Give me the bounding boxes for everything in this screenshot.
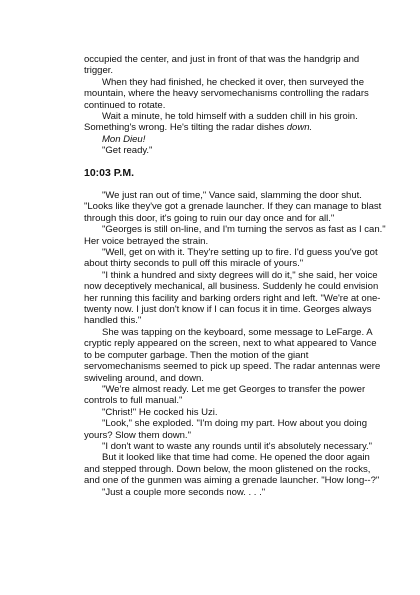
- paragraph: [84, 190, 386, 224]
- paragraph-text: "Georges is still on-line, and I'm turning the servos as fast as I can." Her voice betrayed the strain.: [84, 224, 386, 247]
- paragraph: [84, 452, 386, 486]
- paragraph-text: But it looked like that time had come. He opened the door again and stepped through. Down below, the moon glistened on the rocks, and one of the gunmen was aiming a grenade launcher. "How long--?": [84, 452, 380, 487]
- italic-text: down.: [286, 122, 313, 134]
- top-text-block: [84, 54, 386, 157]
- paragraph-text: "We just ran out of time," Vance said, slamming the door shut. "Looks like they've got a grenade launcher. If they can manage to blast through this door, it's going to ruin our day once and for all.": [84, 190, 382, 224]
- paragraph: [84, 134, 386, 145]
- paragraph: [84, 441, 386, 452]
- paragraph: [84, 247, 386, 270]
- paragraph: [84, 270, 386, 327]
- paragraph-text: "I don't want to waste any rounds until it's absolutely necessary.": [102, 440, 372, 452]
- paragraph-text: occupied the center, and just in front of that was the handgrip and trigger.: [84, 54, 360, 77]
- paragraph-text: "Look," she exploded. "I'm doing my part. How about you doing yours? Slow them down.": [84, 418, 367, 441]
- paragraph: [84, 145, 386, 156]
- paragraph: [84, 54, 386, 77]
- paragraph: [84, 384, 386, 407]
- paragraph: [84, 224, 386, 247]
- paragraph-text: "Just a couple more seconds now. . . .": [102, 486, 266, 498]
- paragraph-text: "We're almost ready. Let me get Georges to transfer the power controls to full manual.": [84, 383, 366, 407]
- paragraph: [84, 418, 386, 441]
- italic-text: Mon Dieu!: [102, 133, 146, 145]
- paragraph-text: When they had finished, he checked it over, then surveyed the mountain, where the heavy servomechanisms controlling the radars continued to rotate.: [84, 76, 369, 111]
- paragraph-text: "I think a hundred and sixty degrees will do it," she said, her voice now deceptively mechanical, all business. Suddenly he could envision her running this facility and barking orders right and left. "We're at one-twenty now. I just don't know if I can focus it in time. Georges always handled this.": [84, 269, 381, 327]
- paragraph: [84, 487, 386, 498]
- paragraph-text: "Well, get on with it. They're setting up to fire. I'd guess you've got about thirty seconds to pull off this miracle of yours.": [84, 247, 378, 270]
- paragraph: [84, 327, 386, 384]
- paragraph-text: Wait a minute, he told himself with a sudden chill in his groin. Something's wrong. He's tilting the radar dishes: [84, 111, 358, 134]
- paragraph-text: "Christ!" He cocked his Uzi.: [102, 406, 218, 418]
- bottom-text-block: [84, 190, 386, 498]
- paragraph-text: She was tapping on the keyboard, some message to LeFarge. A cryptic reply appeared on the screen, next to what appeared to Vance to be computer garbage. Then the motion of the giant servomechanisms seemed to pick up speed. The radar antennas were swiveling around, and down.: [84, 326, 381, 384]
- paragraph: [84, 111, 386, 134]
- section-heading: 10:03 P.M.: [84, 167, 135, 179]
- paragraph: [84, 77, 386, 111]
- paragraph-text: "Get ready.": [102, 145, 153, 157]
- paragraph: [84, 407, 386, 418]
